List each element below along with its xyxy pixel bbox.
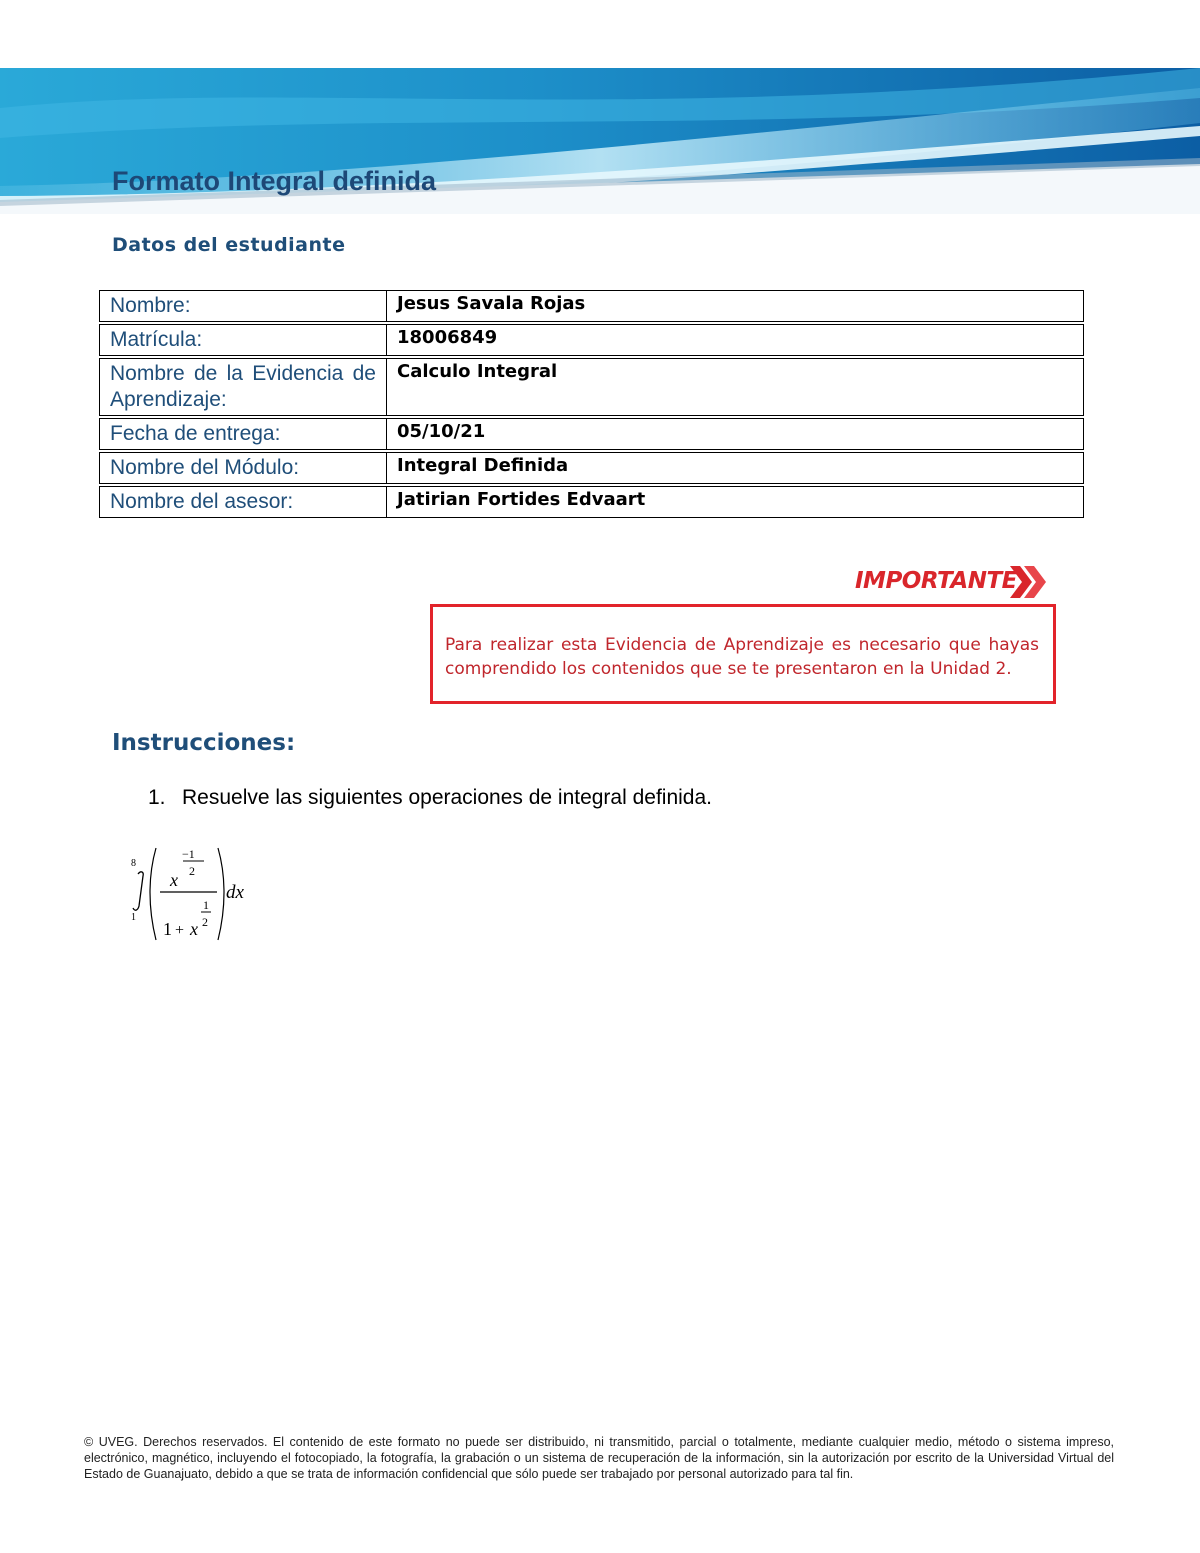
copyright-footer: © UVEG. Derechos reservados. El contenido de este formato no puede ser distribuido, ni transmitido, parcial o totalmente, mediante cualquier medio, método o sistema impreso, electrónico, magnético, incluyendo el fotocopiado, la fotografía, la grabación o un sistema de recuperación de la información, sin la autorización por escrito de la Universidad Virtual del Estado de Guanajuato, debido a que se trata de información confidencial que sólo puede ser trabajado por personal autorizado para tal fin. bbox=[84, 1435, 1114, 1481]
right-paren bbox=[218, 848, 224, 940]
instructions-heading: Instrucciones: bbox=[112, 730, 296, 756]
row-value: Integral Definida bbox=[386, 452, 1084, 484]
differential: dx bbox=[226, 882, 244, 903]
student-data-heading: Datos del estudiante bbox=[112, 234, 346, 256]
student-data-table bbox=[99, 288, 1084, 520]
integral-formula bbox=[122, 836, 262, 951]
list-item-text: Resuelve las siguientes operaciones de integral definida. bbox=[182, 786, 713, 809]
numerator-exponent-num: −1 bbox=[182, 847, 195, 861]
row-value: 18006849 bbox=[386, 324, 1084, 356]
denominator-base: x bbox=[190, 919, 198, 939]
document-title: Formato Integral definida bbox=[112, 166, 437, 196]
list-item bbox=[148, 786, 712, 810]
row-label: Nombre del asesor: bbox=[99, 486, 386, 518]
important-notice-box bbox=[430, 604, 1056, 704]
list-item-number: 1. bbox=[148, 786, 166, 809]
numerator-base: x bbox=[170, 870, 178, 890]
row-label: Nombre de la Evidencia de Aprendizaje: bbox=[99, 358, 386, 416]
denominator-one: 1 bbox=[163, 919, 172, 939]
instructions-list bbox=[148, 786, 712, 810]
row-value: 05/10/21 bbox=[386, 418, 1084, 450]
important-label: IMPORTANTE bbox=[855, 568, 1017, 594]
row-value: Calculo Integral bbox=[386, 358, 1084, 416]
row-label: Nombre del Módulo: bbox=[99, 452, 386, 484]
denominator-plus: + bbox=[175, 922, 185, 939]
table-row bbox=[99, 290, 1084, 322]
numerator-exponent-den: 2 bbox=[189, 864, 195, 878]
upper-limit: 8 bbox=[131, 858, 136, 869]
table-row bbox=[99, 418, 1084, 450]
denominator-exponent-num: 1 bbox=[203, 898, 209, 912]
table-row bbox=[99, 486, 1084, 518]
row-value: Jesus Savala Rojas bbox=[386, 290, 1084, 322]
row-label: Matrícula: bbox=[99, 324, 386, 356]
left-paren bbox=[150, 848, 156, 940]
table-row bbox=[99, 452, 1084, 484]
important-notice-text: Para realizar esta Evidencia de Aprendizaje es necesario que hayas comprendido los contenidos que se te presentaron en la Unidad 2. bbox=[445, 635, 1039, 679]
row-label: Nombre: bbox=[99, 290, 386, 322]
integral-sign bbox=[133, 872, 143, 910]
table-row bbox=[99, 358, 1084, 416]
table-row bbox=[99, 324, 1084, 356]
lower-limit: 1 bbox=[131, 912, 136, 923]
denominator-exponent-den: 2 bbox=[202, 915, 208, 929]
double-chevron-right-icon bbox=[1008, 562, 1050, 607]
row-value: Jatirian Fortides Edvaart bbox=[386, 486, 1084, 518]
row-label: Fecha de entrega: bbox=[99, 418, 386, 450]
